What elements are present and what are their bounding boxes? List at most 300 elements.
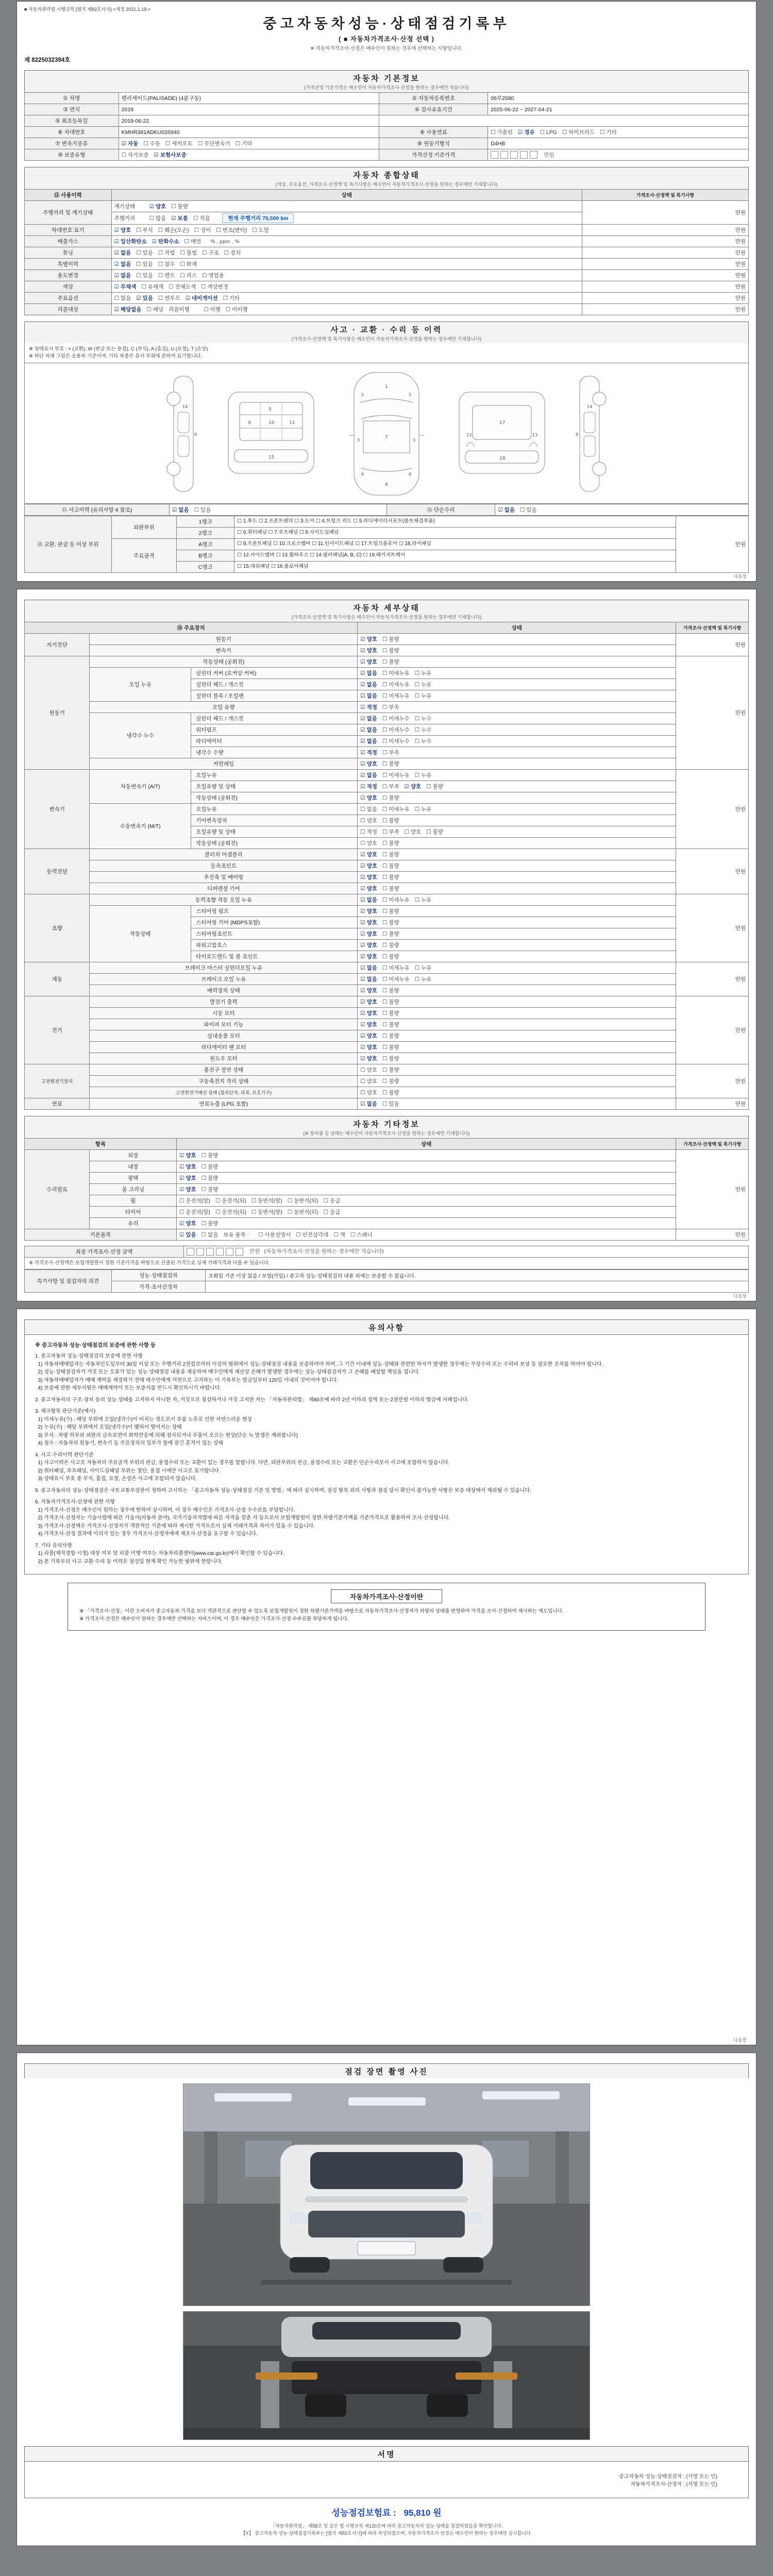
checkbox-누수[interactable]: ☐ 누수 bbox=[414, 738, 432, 744]
checkbox-없음[interactable]: ☑ 없음 bbox=[360, 670, 377, 676]
checkbox-렌트[interactable]: ☐ 렌트 bbox=[158, 273, 175, 279]
cell-text: 광택 bbox=[128, 1175, 139, 1181]
table-cell bbox=[191, 735, 358, 747]
checkbox-부식[interactable]: ☐ 부식 bbox=[136, 227, 153, 233]
checkbox-색상변경[interactable]: ☐ 색상변경 bbox=[201, 284, 228, 290]
checkbox-불량[interactable]: ☐ 불량 bbox=[382, 760, 399, 767]
checkbox-무단변속기[interactable]: ☐ 무단변속기 bbox=[197, 141, 230, 147]
table-cell bbox=[119, 138, 379, 149]
checkbox-안전삼각대[interactable]: ☐ 안전삼각대 bbox=[296, 1231, 329, 1238]
document-number: 제 8225032394호 bbox=[24, 57, 71, 63]
table-cell bbox=[676, 1064, 749, 1098]
checkbox-없음[interactable]: ☑ 없음 bbox=[498, 506, 515, 513]
checkbox-불량[interactable]: ☐ 불량 bbox=[382, 862, 399, 869]
checkbox-없음[interactable]: ☑ 없음 bbox=[360, 772, 377, 778]
checkbox-썬루프[interactable]: ☐ 썬루프 bbox=[158, 295, 180, 301]
checkbox-양호[interactable]: ☐ 양호 bbox=[360, 1089, 377, 1096]
checkbox-양호[interactable]: ☐ 양호 bbox=[404, 828, 422, 835]
checkbox-양호[interactable]: ☑ 양호 bbox=[179, 1186, 196, 1193]
cell-text: 만원 bbox=[735, 868, 746, 875]
checkbox-적정[interactable]: ☑ 적정 bbox=[360, 704, 377, 710]
cell-text: 실린더 블록 / 오일팬 bbox=[196, 692, 244, 699]
checkbox-양호[interactable]: ☑ 양호 bbox=[360, 919, 377, 926]
checkbox-양호[interactable]: ☑ 양호 bbox=[360, 987, 377, 994]
notice-paragraph bbox=[35, 1448, 738, 1451]
table-row bbox=[25, 236, 749, 247]
table-cell bbox=[90, 1087, 358, 1098]
checkbox-없음[interactable]: ☑ 없음 bbox=[360, 715, 377, 722]
notice-paragraph: 2. 중고자동차의 구조·장치 등의 성능·상태를 고지하지 아니한 자, 거짓으로 점검하거나 거짓 고지한 자는 「자동차관리법」 제80조에 따라 2년 이하의 징역 또는 2천만원 이하의 벌금에 처해집니다. bbox=[35, 1397, 469, 1403]
notice-paragraph: 3) 자동차매매업자가 매매 계약을 체결하기 전에 매수인에게 서면으로 고지하는 이 기록부는 발급일부터 120일 이내의 것이어야 합니다. bbox=[35, 1377, 338, 1383]
checkbox-침수[interactable]: ☐ 침수 bbox=[158, 261, 175, 267]
checkbox-많음[interactable]: ☐ 많음 bbox=[149, 215, 166, 222]
cell-text: 수리필요 bbox=[46, 1186, 68, 1193]
checkbox-없음[interactable]: ☑ 없음 bbox=[360, 681, 377, 688]
checkbox-없음[interactable]: ☑ 없음 bbox=[114, 250, 131, 256]
table-cell bbox=[358, 894, 676, 905]
table-cell bbox=[488, 93, 749, 104]
checkbox-네비게이션[interactable]: ☑ 네비게이션 bbox=[185, 295, 218, 301]
table-row bbox=[25, 1098, 749, 1109]
checkbox-없음[interactable]: ☑ 없음 bbox=[172, 506, 189, 513]
checkbox-불량[interactable]: ☐ 불량 bbox=[382, 636, 399, 642]
checkbox-운전석(뒤)[interactable]: ☐ 운전석(뒤) bbox=[215, 1197, 246, 1204]
checkbox-불량[interactable]: ☐ 불량 bbox=[382, 874, 399, 880]
table-cell bbox=[358, 1075, 676, 1087]
checkbox-동반석(뒤)[interactable]: ☐ 동반석(뒤) bbox=[287, 1209, 318, 1215]
car-rear-trunk-diagram bbox=[448, 385, 556, 483]
cell-text: 2019 bbox=[121, 106, 133, 113]
checkbox-누유[interactable]: ☐ 누유 bbox=[414, 806, 432, 812]
checkbox-누유[interactable]: ☐ 누유 bbox=[414, 964, 432, 971]
checkbox-일산화탄소[interactable]: ☑ 일산화탄소 bbox=[114, 239, 147, 245]
checkbox-불량[interactable]: ☐ 불량 bbox=[201, 1186, 219, 1193]
checkbox-불량[interactable]: ☐ 불량 bbox=[201, 1163, 219, 1170]
checkbox-불량[interactable]: ☐ 불량 bbox=[382, 987, 399, 994]
table-cell bbox=[25, 201, 112, 225]
checkbox-변조(변타)[interactable]: ☐ 변조(변타) bbox=[216, 227, 247, 233]
table-cell bbox=[582, 270, 748, 281]
checkbox-적음[interactable]: ☐ 적음 bbox=[193, 215, 210, 222]
svg-text:2: 2 bbox=[361, 392, 364, 397]
checkbox-양호[interactable]: ☑ 양호 bbox=[360, 942, 377, 948]
checkbox-불량[interactable]: ☐ 불량 bbox=[382, 1044, 399, 1050]
checkbox-양호[interactable]: ☑ 양호 bbox=[360, 1021, 377, 1028]
checkbox-장치[interactable]: ☐ 장치 bbox=[224, 250, 241, 256]
checkbox-없음[interactable]: ☑ 없음 bbox=[360, 896, 377, 903]
checkbox-양호[interactable]: ☑ 양호 bbox=[360, 885, 377, 892]
checkbox-불량[interactable]: ☐ 불량 bbox=[426, 828, 443, 835]
checkbox-하이브리드[interactable]: ☐ 하이브리드 bbox=[562, 129, 595, 135]
checkbox-전체도색[interactable]: ☐ 전체도색 bbox=[169, 284, 196, 290]
checkbox-있음[interactable]: ☐ 있음 bbox=[136, 250, 153, 256]
table-cell bbox=[177, 1206, 676, 1217]
checkbox-없음[interactable]: ☑ 없음 bbox=[360, 964, 377, 971]
checkbox-훼손(오손)[interactable]: ☐ 훼손(오손) bbox=[158, 227, 189, 233]
checkbox-불량[interactable]: ☐ 불량 bbox=[171, 204, 188, 210]
checkbox-있음[interactable]: ☑ 있음 bbox=[136, 295, 153, 301]
inspection-photo-underbody bbox=[183, 2312, 590, 2439]
checkbox-미세누수[interactable]: ☐ 미세누수 bbox=[382, 726, 410, 733]
checkbox-양호[interactable]: ☑ 양호 bbox=[179, 1220, 196, 1227]
checkbox-기타[interactable]: ☐ 기타 bbox=[599, 129, 617, 135]
checkbox-불량[interactable]: ☐ 불량 bbox=[426, 783, 443, 790]
checkbox-누유[interactable]: ☐ 누유 bbox=[414, 692, 432, 699]
checkbox-불량[interactable]: ☐ 불량 bbox=[382, 1021, 399, 1028]
checkbox-불량[interactable]: ☐ 불량 bbox=[382, 658, 399, 665]
checkbox-보험사보증[interactable]: ☑ 보험사보증 bbox=[154, 152, 187, 158]
table-cell bbox=[177, 1229, 676, 1240]
table-cell bbox=[25, 138, 119, 149]
checkbox-무채색[interactable]: ☑ 무채색 bbox=[114, 284, 137, 290]
price-survey-title: 자동차가격조사·산정이란 bbox=[331, 1589, 442, 1603]
checkbox-양호[interactable]: ☑ 양호 bbox=[360, 874, 377, 880]
checkbox-없음[interactable]: ☑ 없음 bbox=[360, 692, 377, 699]
checkbox-양호[interactable]: ☑ 양호 bbox=[404, 783, 422, 790]
cell-text: 상태 bbox=[511, 624, 523, 631]
checkbox-세미오토[interactable]: ☐ 세미오토 bbox=[165, 141, 193, 147]
checkbox-운전석(앞)[interactable]: ☐ 운전석(앞) bbox=[179, 1197, 210, 1204]
checkbox-없음[interactable]: ☑ 없음 bbox=[360, 976, 377, 982]
checkbox-운전석(앞)[interactable]: ☐ 운전석(앞) bbox=[179, 1209, 210, 1215]
table-row bbox=[25, 149, 749, 161]
svg-text:3: 3 bbox=[357, 437, 360, 443]
section-history-header bbox=[24, 321, 749, 344]
table-cell bbox=[358, 701, 676, 713]
checkbox-불량[interactable]: ☐ 불량 bbox=[382, 998, 399, 1005]
checkbox-미세누유[interactable]: ☐ 미세누유 bbox=[382, 670, 410, 676]
checkbox-불량[interactable]: ☐ 불량 bbox=[382, 1089, 399, 1096]
checkbox-적정[interactable]: ☑ 적정 bbox=[360, 783, 377, 790]
cell-text: 가격조사·산정액 및 특기사항 bbox=[683, 1141, 742, 1147]
checkbox-양호[interactable]: ☑ 양호 bbox=[360, 760, 377, 767]
notice-body bbox=[24, 1334, 749, 1574]
table-cell bbox=[170, 504, 387, 515]
table-cell bbox=[358, 713, 676, 724]
checkbox-양호[interactable]: ☑ 양호 bbox=[179, 1175, 196, 1181]
table-cell bbox=[358, 667, 676, 679]
inspection-photo-front bbox=[183, 2084, 590, 2306]
checkbox-양호[interactable]: ☑ 양호 bbox=[360, 1032, 377, 1039]
checkbox-불량[interactable]: ☐ 불량 bbox=[201, 1220, 219, 1227]
checkbox-양호[interactable]: ☑ 양호 bbox=[149, 204, 166, 210]
table-row bbox=[25, 871, 749, 883]
checkbox-있음[interactable]: ☐ 있음 bbox=[136, 261, 153, 267]
checkbox-양호[interactable]: ☑ 양호 bbox=[360, 908, 377, 914]
checkbox-리스[interactable]: ☐ 리스 bbox=[180, 273, 197, 279]
checkbox-LPG[interactable]: ☐ LPG bbox=[540, 129, 557, 135]
car-side-left-diagram bbox=[165, 372, 199, 496]
notice-paragraph: 2) 쿼터패널, 루프패널, 사이드실패널 부위는 절단, 용접 시에만 사고로 표기합니다. bbox=[35, 1468, 221, 1474]
checkbox-양호[interactable]: ☑ 양호 bbox=[360, 851, 377, 858]
checkbox-수동[interactable]: ☐ 수동 bbox=[143, 141, 160, 147]
checkbox-부족[interactable]: ☐ 부족 bbox=[382, 749, 399, 756]
checkbox-불량[interactable]: ☐ 불량 bbox=[382, 908, 399, 914]
cell-text: 특기사항 및 점검자의 의견 bbox=[37, 1278, 99, 1284]
notice-paragraph: 5. 중고자동차의 성능·상태점검은 국토교통부장관이 정하여 고시하는 「중고자동차 성능·상태점검 기준 및 방법」에 따라 실시하며, 점검 항목 외의 사항과 점검 당시 확인이 불가능한 사항은 보증 대상에서 제외될 수 있습니다. bbox=[35, 1487, 531, 1494]
table-row bbox=[25, 293, 749, 304]
checkbox-미세누유[interactable]: ☐ 미세누유 bbox=[382, 806, 410, 812]
table-cell bbox=[25, 1149, 90, 1229]
checkbox-양호[interactable]: ☑ 양호 bbox=[360, 862, 377, 869]
checkbox-양호[interactable]: ☐ 양호 bbox=[360, 1066, 377, 1073]
checkbox-불량[interactable]: ☐ 불량 bbox=[382, 1066, 399, 1073]
cell-text: 만원 bbox=[735, 261, 746, 267]
checkbox-불량[interactable]: ☐ 불량 bbox=[382, 930, 399, 937]
table-cell bbox=[676, 1098, 749, 1109]
panel-notice bbox=[16, 1309, 757, 2045]
notice-paragraph: 3) 가격조사·산정액은 가격조사·산정자가 객관적인 기준에 따라 제시한 가격으로서 실제 거래가격과 차이가 있을 수 있습니다. bbox=[35, 1523, 315, 1529]
cell-text: 작동상태 bbox=[129, 930, 151, 937]
table-row bbox=[25, 1019, 749, 1030]
checkbox-응급[interactable]: ☐ 응급 bbox=[323, 1209, 341, 1215]
checkbox-없음[interactable]: ☑ 없음 bbox=[360, 1100, 377, 1107]
cell-text: 특별이력 bbox=[57, 261, 79, 267]
cell-text: 연료 bbox=[52, 1100, 62, 1107]
checkbox-가솔린[interactable]: ☐ 가솔린 bbox=[491, 129, 513, 135]
notice-paragraph bbox=[35, 1483, 738, 1487]
table-row bbox=[25, 633, 749, 645]
checkbox-없음[interactable]: ☑ 없음 bbox=[114, 273, 131, 279]
checkbox-양호[interactable]: ☑ 양호 bbox=[360, 794, 377, 801]
notice-paragraph: 3. 체크항목 판단기준(예시) bbox=[35, 1409, 96, 1415]
table-cell bbox=[358, 826, 676, 837]
price-survey-lines bbox=[79, 1608, 693, 1623]
cell-text: 만원 bbox=[735, 295, 746, 301]
checkbox-유채색[interactable]: ☐ 유채색 bbox=[141, 284, 164, 290]
checkbox-누유[interactable]: ☐ 누유 bbox=[414, 681, 432, 688]
cell-text: ☐ 1.후드 ☐ 2.프론트펜더 ☐ 3.도어 ☐ 4.트렁크 리드 ☐ 5.라디에이터서포트(볼트체결부품) bbox=[237, 518, 435, 524]
checkbox-불량[interactable]: ☐ 불량 bbox=[382, 953, 399, 960]
next-page-label: 다음장 bbox=[733, 573, 747, 579]
checkbox-있음[interactable]: ☐ 있음 bbox=[519, 506, 537, 513]
checkbox-없음[interactable]: ☑ 없음 bbox=[114, 261, 131, 267]
checkbox-동반석(앞)[interactable]: ☐ 동반석(앞) bbox=[251, 1197, 282, 1204]
cell-text: 가격산정 기준가격 bbox=[412, 152, 456, 158]
table-row bbox=[25, 1269, 749, 1281]
checkbox-누유[interactable]: ☐ 누유 bbox=[414, 976, 432, 982]
table-row bbox=[25, 1030, 749, 1041]
checkbox-양호[interactable]: ☑ 양호 bbox=[360, 647, 377, 654]
table-cell bbox=[111, 516, 176, 538]
checkbox-누유[interactable]: ☐ 누유 bbox=[414, 772, 432, 778]
amount-digit-box bbox=[236, 1248, 243, 1256]
table-cell bbox=[191, 690, 358, 701]
table-row bbox=[25, 1229, 749, 1240]
checkbox-있음[interactable]: ☐ 있음 bbox=[382, 1100, 399, 1107]
checkbox-이행[interactable]: ☐ 이행 bbox=[204, 307, 221, 313]
checkbox-불량[interactable]: ☐ 불량 bbox=[382, 1055, 399, 1062]
checkbox-누유[interactable]: ☐ 누유 bbox=[414, 896, 432, 903]
checkbox-누유[interactable]: ☐ 누유 bbox=[414, 670, 432, 676]
cell-text: 계기상태 bbox=[114, 204, 136, 210]
checkbox-불량[interactable]: ☐ 불량 bbox=[382, 794, 399, 801]
table-cell bbox=[25, 93, 119, 104]
checkbox-없음[interactable]: ☐ 없음 bbox=[360, 806, 377, 812]
cell-text: 현재 주행거리 75,500 km bbox=[222, 213, 294, 223]
checkbox-미이행[interactable]: ☐ 미이행 bbox=[225, 307, 248, 313]
checkbox-불량[interactable]: ☐ 불량 bbox=[382, 851, 399, 858]
checkbox-도말[interactable]: ☐ 도말 bbox=[252, 227, 269, 233]
cell-text: 만원 bbox=[735, 709, 746, 716]
checkbox-양호[interactable]: ☐ 양호 bbox=[360, 840, 377, 846]
checkbox-미세누유[interactable]: ☐ 미세누유 bbox=[382, 896, 410, 903]
cell-text: 실내송풍 모터 bbox=[207, 1032, 240, 1039]
checkbox-양호[interactable]: ☑ 양호 bbox=[179, 1152, 196, 1159]
checkbox-없음[interactable]: ☑ 없음 bbox=[360, 738, 377, 744]
checkbox-양호[interactable]: ☑ 양호 bbox=[360, 636, 377, 642]
checkbox-화재[interactable]: ☐ 화재 bbox=[180, 261, 197, 267]
checkbox-양호[interactable]: ☑ 양호 bbox=[114, 227, 131, 233]
checkbox-적정[interactable]: ☑ 적정 bbox=[360, 749, 377, 756]
checkbox-부족[interactable]: ☐ 부족 bbox=[382, 704, 399, 710]
notice-paragraph: 1) 사고이력은 사고로 자동차의 주요골격 부위의 판금, 용접수리 또는 교환이 있는 경우를 말합니다. 다만, 외판부위의 판금, 용접수리 또는 교환은 단순수리로서 사고에 포함하지 않습니다. bbox=[35, 1460, 450, 1466]
checkbox-구조[interactable]: ☐ 구조 bbox=[202, 250, 219, 256]
checkbox-양호[interactable]: ☐ 양호 bbox=[360, 817, 377, 824]
checkbox-있음[interactable]: ☑ 있음 bbox=[179, 1231, 196, 1238]
table-cell bbox=[90, 645, 358, 656]
svg-text:6: 6 bbox=[361, 471, 364, 477]
checkbox-불량[interactable]: ☐ 불량 bbox=[382, 647, 399, 654]
checkbox-미세누유[interactable]: ☐ 미세누유 bbox=[382, 772, 410, 778]
checkbox-불량[interactable]: ☐ 불량 bbox=[382, 817, 399, 824]
checkbox-누수[interactable]: ☐ 누수 bbox=[414, 726, 432, 733]
checkbox-양호[interactable]: ☑ 양호 bbox=[360, 1055, 377, 1062]
svg-text:6: 6 bbox=[409, 471, 412, 477]
signer-line: 중고자동차 성능·상태점검자 : (서명 또는 인) bbox=[619, 2473, 717, 2480]
checkbox-경유[interactable]: ☑ 경유 bbox=[517, 129, 535, 135]
checkbox-미세누유[interactable]: ☐ 미세누유 bbox=[382, 681, 410, 688]
checkbox-사용설명서[interactable]: ☐ 사용설명서 bbox=[258, 1231, 291, 1238]
checkbox-보통[interactable]: ☑ 보통 bbox=[171, 215, 188, 222]
table-cell bbox=[119, 104, 379, 115]
table-row bbox=[25, 1161, 749, 1172]
checkbox-스패너[interactable]: ☐ 스패너 bbox=[350, 1231, 373, 1238]
checkbox-양호[interactable]: ☑ 양호 bbox=[360, 658, 377, 665]
checkbox-양호[interactable]: ☑ 양호 bbox=[360, 1010, 377, 1016]
checkbox-기타[interactable]: ☐ 기타 bbox=[223, 295, 240, 301]
checkbox-해당[interactable]: ☐ 해당 bbox=[146, 307, 164, 313]
cell-text: 상태 bbox=[421, 1141, 432, 1147]
checkbox-누수[interactable]: ☐ 누수 bbox=[414, 715, 432, 722]
checkbox-동반석(앞)[interactable]: ☐ 동반석(앞) bbox=[251, 1209, 282, 1215]
checkbox-미세누유[interactable]: ☐ 미세누유 bbox=[382, 976, 410, 982]
table-cell bbox=[358, 985, 676, 996]
checkbox-양호[interactable]: ☑ 양호 bbox=[360, 953, 377, 960]
checkbox-없음[interactable]: ☑ 없음 bbox=[360, 726, 377, 733]
basic-info-table bbox=[24, 92, 749, 161]
table-row bbox=[25, 93, 749, 104]
table-row bbox=[25, 1206, 749, 1217]
checkbox-운전석(뒤)[interactable]: ☐ 운전석(뒤) bbox=[215, 1209, 246, 1215]
notice-paragraph: 1) 미세누유(수) : 해당 부위에 오일(냉각수)이 비치는 정도로서 부품 노후로 인한 자연스러운 현상 bbox=[35, 1416, 253, 1422]
checkbox-없음[interactable]: ☐ 없음 bbox=[114, 295, 131, 301]
checkbox-자동[interactable]: ☑ 자동 bbox=[121, 141, 139, 147]
checkbox-있음[interactable]: ☐ 있음 bbox=[194, 506, 211, 513]
cell-text: ☐ 9.프론트패널 ☐ 10.크로스멤버 ☐ 11.인사이드패널 ☐ 17.트렁크플로어 ☐ 18.리어패널 bbox=[237, 540, 431, 547]
cell-text: 제동 bbox=[52, 976, 62, 982]
checkbox-불량[interactable]: ☐ 불량 bbox=[382, 942, 399, 948]
checkbox-적정[interactable]: ☐ 적정 bbox=[360, 828, 377, 835]
checkbox-있음[interactable]: ☐ 있음 bbox=[136, 273, 153, 279]
checkbox-응급[interactable]: ☐ 응급 bbox=[323, 1197, 341, 1204]
table-row bbox=[25, 281, 749, 293]
checkbox-미세누유[interactable]: ☐ 미세누유 bbox=[382, 964, 410, 971]
checkbox-기타[interactable]: ☐ 기타 bbox=[235, 141, 253, 147]
checkbox-미세누수[interactable]: ☐ 미세누수 bbox=[382, 738, 410, 744]
checkbox-양호[interactable]: ☐ 양호 bbox=[360, 1078, 377, 1084]
checkbox-양호[interactable]: ☑ 양호 bbox=[360, 1044, 377, 1050]
table-cell bbox=[25, 1229, 177, 1240]
table-cell bbox=[111, 247, 582, 259]
state-mark-legend bbox=[24, 344, 749, 363]
footer-line: 【Y】 중고자동차 성능·상태점검기록부는 [별지 제82호서식]에 따라 작성되었으며, 자동차가격조사·산정은 매수인이 원하는 경우에만 실시합니다. bbox=[241, 2531, 532, 2536]
checkbox-불량[interactable]: ☐ 불량 bbox=[382, 1078, 399, 1084]
checkbox-부족[interactable]: ☐ 부족 bbox=[382, 828, 399, 835]
checkbox-양호[interactable]: ☑ 양호 bbox=[179, 1163, 196, 1170]
checkbox-불량[interactable]: ☐ 불량 bbox=[382, 1010, 399, 1016]
checkbox-없음[interactable]: ☐ 없음 bbox=[201, 1231, 219, 1238]
checkbox-상이[interactable]: ☐ 상이 bbox=[194, 227, 211, 233]
cell-text: 만원 bbox=[544, 151, 554, 158]
checkbox-불량[interactable]: ☐ 불량 bbox=[201, 1152, 219, 1159]
checkbox-불량[interactable]: ☐ 불량 bbox=[382, 885, 399, 892]
table-cell bbox=[25, 1064, 90, 1098]
checkbox-불법[interactable]: ☐ 불법 bbox=[180, 250, 197, 256]
checkbox-잭[interactable]: ☐ 잭 bbox=[333, 1231, 345, 1238]
checkbox-부족[interactable]: ☐ 부족 bbox=[382, 783, 399, 790]
table-cell bbox=[358, 769, 676, 781]
checkbox-미세누유[interactable]: ☐ 미세누유 bbox=[382, 692, 410, 699]
cell-text: D4HB bbox=[491, 140, 506, 147]
panel-gap bbox=[0, 1301, 773, 1309]
checkbox-불량[interactable]: ☐ 불량 bbox=[382, 1032, 399, 1039]
table-cell bbox=[25, 127, 119, 138]
checkbox-불량[interactable]: ☐ 불량 bbox=[382, 919, 399, 926]
table-cell bbox=[191, 928, 358, 939]
checkbox-해당없음[interactable]: ☑ 해당없음 bbox=[114, 307, 142, 313]
checkbox-적법[interactable]: ☐ 적법 bbox=[158, 250, 175, 256]
checkbox-매연[interactable]: ☐ 매연 bbox=[184, 239, 201, 245]
checkbox-양호[interactable]: ☑ 양호 bbox=[360, 998, 377, 1005]
checkbox-영업용[interactable]: ☐ 영업용 bbox=[202, 273, 224, 279]
checkbox-양호[interactable]: ☑ 양호 bbox=[360, 930, 377, 937]
car-side-right-diagram bbox=[574, 372, 608, 496]
panel-photos-signature bbox=[16, 2053, 757, 2546]
amount-digit-box bbox=[226, 1248, 233, 1256]
table-cell bbox=[191, 939, 358, 951]
cell-text: 윈도우 모터 bbox=[210, 1055, 238, 1062]
checkbox-자가보증[interactable]: ☐ 자가보증 bbox=[121, 152, 149, 158]
checkbox-동반석(뒤)[interactable]: ☐ 동반석(뒤) bbox=[287, 1197, 318, 1204]
checkbox-불량[interactable]: ☐ 불량 bbox=[382, 840, 399, 846]
cell-text: 라디에이터 팬 모터 bbox=[201, 1044, 246, 1050]
cell-text: ① 차명 bbox=[63, 95, 80, 101]
checkbox-불량[interactable]: ☐ 불량 bbox=[201, 1175, 219, 1181]
cell-text: % , ppm , % bbox=[210, 239, 240, 245]
cell-text: 만원 bbox=[735, 1078, 746, 1084]
cell-text: 만원 bbox=[735, 227, 746, 233]
checkbox-탄화수소[interactable]: ☑ 탄화수소 bbox=[152, 239, 179, 245]
notice-paragraph: 1) 자동차매매업자는 자동차인도일부터 30일 이상 또는 주행거리 2천킬로미터 이상의 범위에서 성능·상태점검 내용을 보증하여야 하며, 그 기간 이내에 성능·상태와 관련한 하자가 발생한 경우에는 무상수리 또는 수리비 보상 등 필요한 조치를 하여야 합니다. bbox=[35, 1361, 603, 1367]
table-cell bbox=[90, 894, 358, 905]
cell-text: 브레이크 마스터 실린더오일 누유 bbox=[184, 964, 263, 971]
footer-line: 「자동차관리법」 제58조 및 같은 법 시행규칙 제120조에 따라 중고자동차의 성능·상태를 점검하였음을 확인합니다. bbox=[271, 2523, 502, 2529]
checkbox-미세누수[interactable]: ☐ 미세누수 bbox=[382, 715, 410, 722]
table-cell bbox=[25, 656, 90, 769]
table-cell bbox=[234, 516, 676, 527]
final-price-note: ※ 가격조사·산정액은 보험개발원이 정한 기준가격을 바탕으로 산출된 가격으로 실제 거래가격과 다를 수 있습니다. bbox=[24, 1258, 749, 1269]
